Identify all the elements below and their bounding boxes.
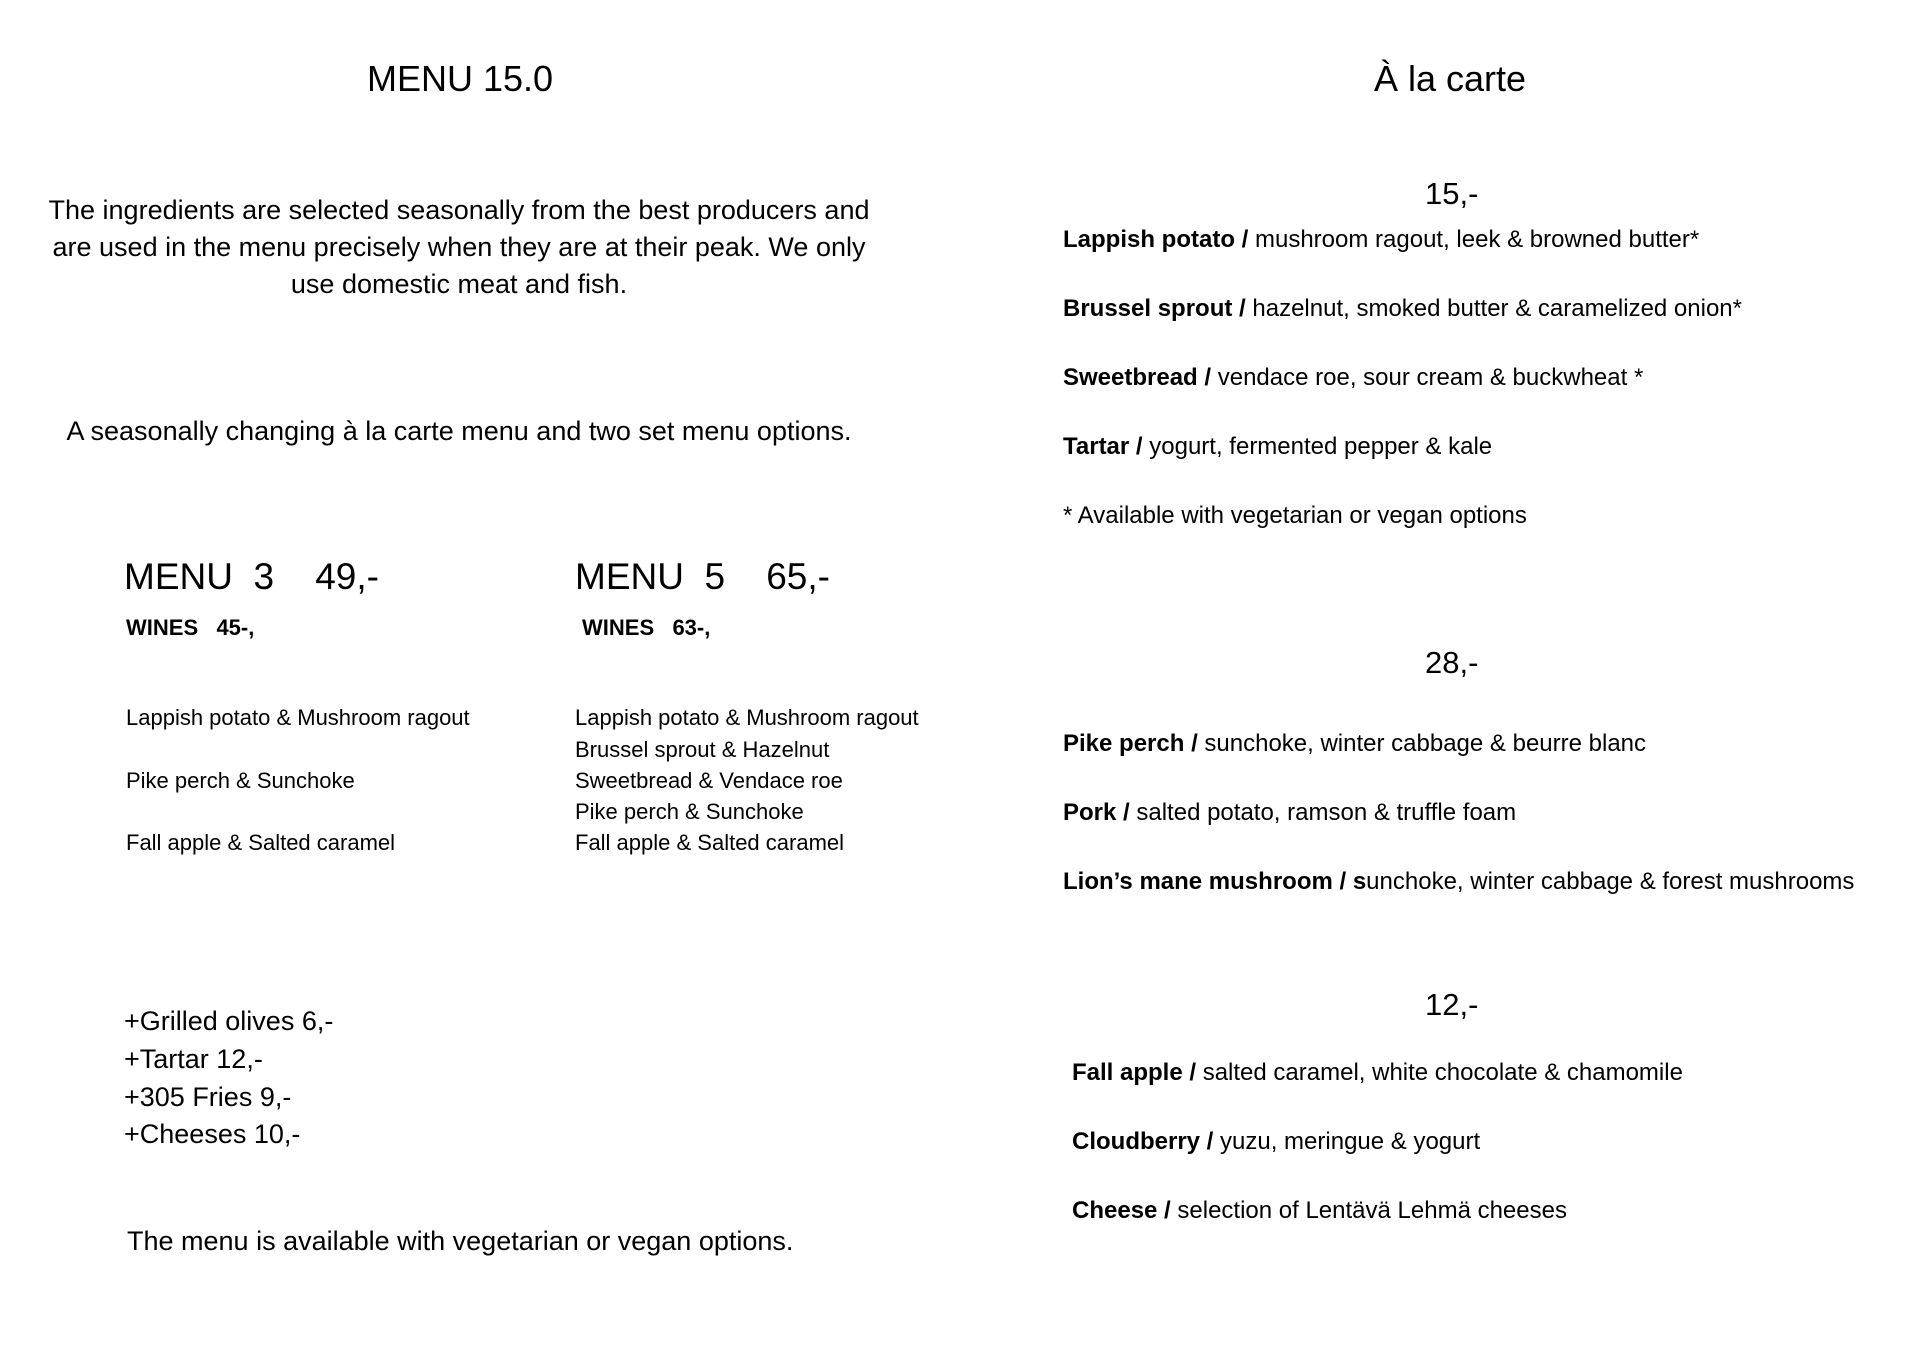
menu-title: MENU 15.0 — [367, 58, 554, 99]
options-note: * Available with vegetarian or vegan options — [1063, 502, 1527, 529]
dish-name: Sweetbread / — [1063, 364, 1212, 391]
menu5-course: Brussel sprout & Hazelnut — [575, 737, 830, 762]
menu-subtitle: A seasonally changing à la carte menu and two set menu options. — [66, 416, 852, 446]
dish-name: Pike perch / — [1063, 730, 1198, 757]
dish-name: Pork / — [1063, 799, 1130, 826]
menu5-course: Fall apple & Salted caramel — [575, 830, 845, 855]
dish-item — [1063, 433, 1492, 461]
menu5-heading: MENU 5 65,- — [575, 556, 830, 597]
dish-name: Tartar / — [1063, 433, 1143, 460]
extra-item: +Tartar 12,- — [124, 1044, 263, 1074]
menu3-course: Lappish potato & Mushroom ragout — [126, 705, 470, 730]
dish-item — [1063, 730, 1646, 758]
dish-name: Lion’s mane mushroom / s — [1063, 868, 1367, 895]
dish-item — [1063, 799, 1516, 827]
alacarte-title: À la carte — [1374, 58, 1527, 99]
section-price: 15,- — [1425, 176, 1479, 211]
menu5-course: Sweetbread & Vendace roe — [575, 768, 843, 793]
menu5-wines: WINES 63-, — [582, 615, 711, 640]
dish-item — [1072, 1059, 1683, 1087]
footer-note: The menu is available with vegetarian or vegan options. — [127, 1226, 794, 1256]
extra-item: +305 Fries 9,- — [124, 1082, 292, 1112]
menu3-wines: WINES 45-, — [126, 615, 255, 640]
dish-name: Cloudberry / — [1072, 1128, 1214, 1155]
dish-name: Cheese / — [1072, 1197, 1171, 1224]
dish-desc: sunchoke, winter cabbage & beurre blanc — [1197, 730, 1647, 757]
dish-desc: yogurt, fermented pepper & kale — [1142, 433, 1493, 460]
dish-item — [1063, 868, 1854, 896]
menu3-course: Fall apple & Salted caramel — [126, 830, 396, 855]
dish-desc: salted caramel, white chocolate & chamomile — [1196, 1059, 1683, 1086]
dish-item — [1072, 1197, 1567, 1225]
dish-name: Fall apple / — [1072, 1059, 1197, 1086]
dish-desc: hazelnut, smoked butter & caramelized onion* — [1245, 295, 1742, 322]
extra-item: +Cheeses 10,- — [124, 1119, 301, 1149]
menu3-course: Pike perch & Sunchoke — [126, 768, 355, 793]
dish-desc: unchoke, winter cabbage & forest mushrooms — [1366, 868, 1855, 895]
extra-item: +Grilled olives 6,- — [124, 1006, 334, 1036]
dish-desc: yuzu, meringue & yogurt — [1213, 1128, 1481, 1155]
dish-item — [1063, 226, 1699, 254]
dish-name: Brussel sprout / — [1063, 295, 1246, 322]
section-price: 12,- — [1425, 987, 1479, 1022]
dish-desc: mushroom ragout, leek & browned butter* — [1248, 226, 1700, 253]
dish-desc: selection of Lentävä Lehmä cheeses — [1170, 1197, 1567, 1224]
menu3-heading: MENU 3 49,- — [124, 556, 379, 597]
intro-text: The ingredients are selected seasonally from the best producers and are used in the menu precisely when they are at their peak. We only use domestic meat and fish. — [48, 195, 870, 299]
dish-item — [1072, 1128, 1480, 1156]
section-price: 28,- — [1425, 645, 1479, 680]
menu5-course: Lappish potato & Mushroom ragout — [575, 705, 919, 730]
dish-item — [1063, 364, 1643, 392]
dish-name: Lappish potato / — [1063, 226, 1249, 253]
dish-item — [1063, 295, 1742, 323]
menu5-course: Pike perch & Sunchoke — [575, 799, 804, 824]
dish-desc: vendace roe, sour cream & buckwheat * — [1211, 364, 1644, 391]
dish-desc: salted potato, ramson & truffle foam — [1129, 799, 1517, 826]
